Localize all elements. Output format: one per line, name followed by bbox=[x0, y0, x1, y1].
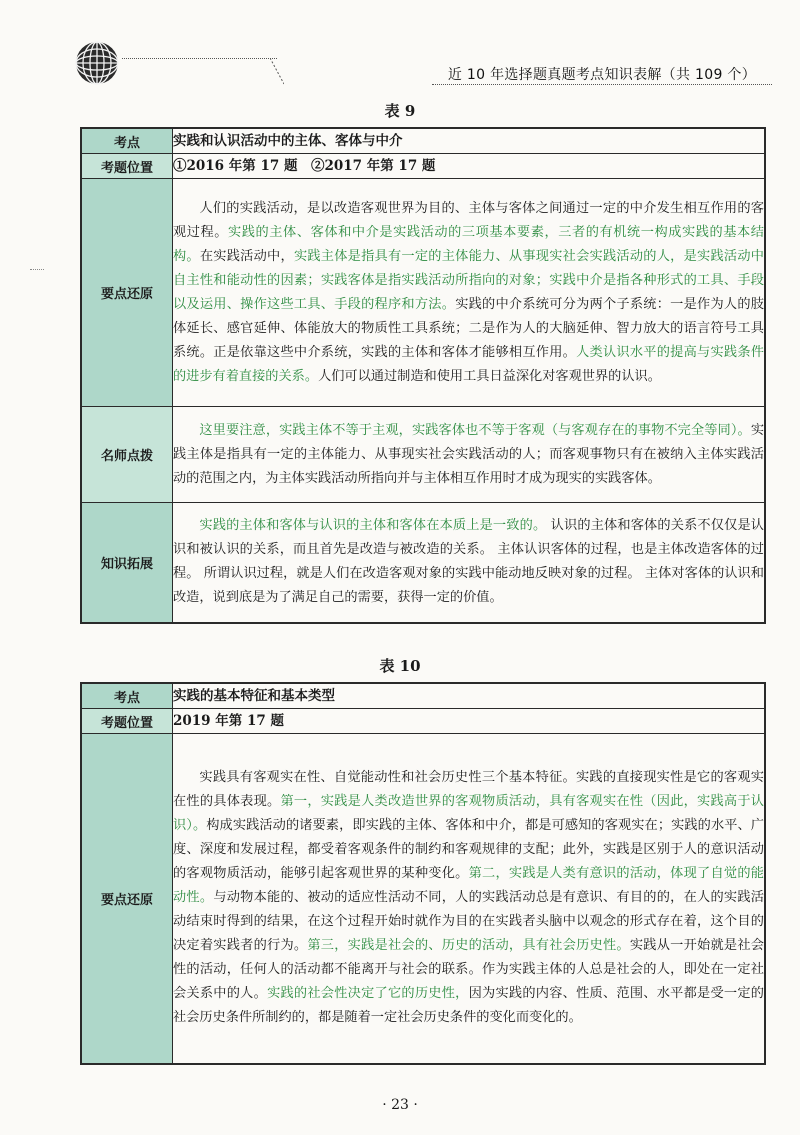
highlighted-text: 人类认识水平的提高与实践条件的进步有着直接的关系。 bbox=[173, 344, 764, 384]
globe-logo-icon bbox=[74, 40, 120, 86]
highlighted-text: 实践的社会性决定了它的历史性， bbox=[267, 986, 469, 1002]
table-10-caption: 表 10 bbox=[379, 657, 421, 675]
highlighted-text: 实践的主体、客体和中介是实践活动的三项基本要素，三者的有机统一构成实践的基本结构。 bbox=[173, 224, 764, 264]
table-row bbox=[81, 734, 765, 1064]
table-row bbox=[81, 154, 765, 179]
tips-label: 名师点拨 bbox=[81, 407, 173, 503]
table-9-caption: 表 9 bbox=[384, 102, 416, 120]
position-value: ①2016 年第 17 题 ②2017 年第 17 题 bbox=[173, 154, 766, 179]
extension-label: 知识拓展 bbox=[81, 503, 173, 623]
table-row bbox=[81, 179, 765, 407]
highlighted-text: 这里要注意，实践主体不等于主观，实践客体也不等于客观（与客观存在的事物不完全等同）。 bbox=[199, 422, 751, 438]
points-paragraph bbox=[173, 197, 764, 389]
body-text: 实践的中介系统可分为两个子系统：一是作为人的肢体延长、感官延伸、体能放大的物质性工具系统；二是作为人的大脑延伸、智力放大的语言符号工具系统。正是依靠这些中介系统，实践的主体和客体才能够相互作用。 bbox=[173, 296, 764, 360]
table-row bbox=[81, 128, 765, 154]
header-title: 近 10 年选择题真题考点知识表解（共 109 个） bbox=[447, 67, 756, 83]
highlighted-text: 第二，实践是人类有意识的活动，体现了自觉的能动性。 bbox=[173, 866, 764, 906]
body-text: 在实践活动中， bbox=[199, 248, 294, 264]
table-row bbox=[81, 503, 765, 623]
table-10 bbox=[80, 682, 766, 1065]
highlighted-text: 第一，实践是人类改造世界的客观物质活动，具有客观实在性（因此，实践高于认识）。 bbox=[173, 794, 764, 834]
highlighted-text: 实践中介是指各种形式的工具、手段以及运用、操作这些工具、手段的程序和方法。 bbox=[173, 272, 764, 312]
body-text: 因为实践的内容、性质、范围、水平都是受一定的社会历史条件所制约的，都是随着一定社会历史条件的变化而变化的。 bbox=[173, 986, 764, 1026]
table-row bbox=[81, 683, 765, 709]
header-rule-slant bbox=[270, 58, 284, 88]
points-paragraph bbox=[173, 766, 764, 1030]
table-row bbox=[81, 709, 765, 734]
table-9 bbox=[80, 127, 766, 624]
extension-content bbox=[173, 503, 766, 623]
header-rule-left bbox=[122, 58, 277, 59]
points-content bbox=[173, 179, 766, 407]
topic-value: 实践和认识活动中的主体、客体与中介 bbox=[173, 128, 766, 154]
body-text: 实践具有客观实在性、自觉能动性和社会历史性三个基本特征。实践的直接现实性是它的客观实在性的具体表现。 bbox=[173, 770, 764, 810]
table-row bbox=[81, 407, 765, 503]
highlighted-text: 实践主体是指具有一定的主体能力、从事现实社会实践活动的人，是实践活动中自主性和能动性的因素； bbox=[173, 248, 764, 288]
page-number: · 23 · bbox=[382, 1097, 418, 1113]
highlighted-text: 实践客体是指实践活动所指向的对象； bbox=[320, 272, 549, 288]
highlighted-text: 实践的主体和客体与认识的主体和客体在本质上是一致的。 bbox=[199, 518, 547, 534]
body-text: 人们的实践活动，是以改造客观世界为目的、主体与客体之间通过一定的中介发生相互作用的客观过程。 bbox=[173, 200, 764, 240]
points-label: 要点还原 bbox=[81, 734, 173, 1064]
body-text: 与动物本能的、被动的适应性活动不同，人的实践活动总是有意识、有目的的，在人的实践活动结束时得到的结果，在这个过程开始时就作为目的在实践者头脑中以观念的形式存在着，这个目的决定着实践者的行为。 bbox=[173, 890, 764, 954]
body-text: 实践主体是指具有一定的主体能力、从事现实社会实践活动的人；而客观事物只有在被纳入主体实践活动的范围之内，为主体实践活动所指向并与主体相互作用时才成为现实的实践客体。 bbox=[173, 422, 764, 486]
extension-paragraph bbox=[173, 514, 764, 610]
topic-value: 实践的基本特征和基本类型 bbox=[173, 683, 766, 709]
points-label: 要点还原 bbox=[81, 179, 173, 407]
tips-paragraph bbox=[173, 419, 764, 491]
topic-label: 考点 bbox=[81, 128, 173, 154]
header-rule-right bbox=[432, 84, 772, 85]
highlighted-text: 第三，实践是社会的、历史的活动，具有社会历史性。 bbox=[307, 938, 630, 954]
position-value: 2019 年第 17 题 bbox=[173, 709, 766, 734]
topic-label: 考点 bbox=[81, 683, 173, 709]
body-text: 认识的主体和客体的关系不仅仅是认识和被认识的关系，而且首先是改造与被改造的关系。 主体认识客体的过程，也是主体改造客体的过程。 所谓认识过程，就是人们在改造客观对象的实践中能动地反映对象的过程。 主体对客体的认识和改造，说到底是为了满足自己的需要，获得一定的价值。 bbox=[173, 518, 764, 606]
tips-content bbox=[173, 407, 766, 503]
position-label: 考题位置 bbox=[81, 709, 173, 734]
body-text: 人们可以通过制造和使用工具日益深化对客观世界的认识。 bbox=[318, 368, 661, 384]
body-text: 实践从一开始就是社会性的活动，任何人的活动都不能离开与社会的联系。作为实践主体的人总是社会的人，即处在一定社会关系中的人。 bbox=[173, 938, 764, 1002]
margin-mark bbox=[30, 269, 44, 274]
body-text: 构成实践活动的诸要素，即实践的主体、客体和中介，都是可感知的客观实在；实践的水平、广度、深度和发展过程，都受着客观条件的制约和客观规律的支配；此外，实践是区别于人的意识活动的客观物质活动，能够引起客观世界的某种变化。 bbox=[173, 818, 764, 882]
position-label: 考题位置 bbox=[81, 154, 173, 179]
points-content bbox=[173, 734, 766, 1064]
